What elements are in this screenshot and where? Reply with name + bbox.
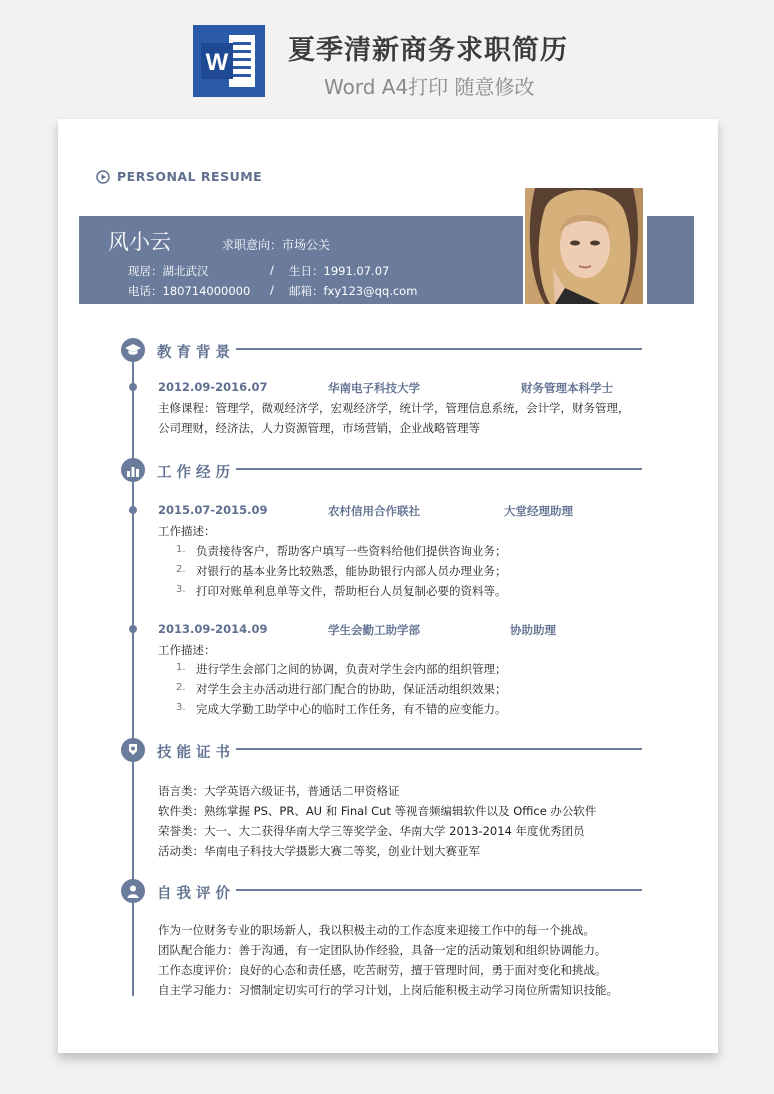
skill-line: 活动类：华南电子科技大学摄影大赛二等奖，创业计划大赛亚军 <box>158 844 480 858</box>
email: 邮箱：fxy123@qq.com <box>289 284 418 298</box>
list-number: 1. <box>176 662 186 673</box>
job-desc-label: 工作描述： <box>158 643 216 657</box>
profile-photo <box>525 188 643 304</box>
resume-page <box>58 119 718 1053</box>
list-item: 完成大学勤工助学中心的临时工作任务，有不错的应变能力。 <box>196 702 507 716</box>
list-number: 1. <box>176 544 186 555</box>
bar-chart-icon <box>121 458 145 482</box>
job-org: 农村信用合作联社 <box>328 504 420 518</box>
portrait-image <box>525 188 643 304</box>
edu-degree: 财务管理本科学士 <box>521 381 613 395</box>
self-eval-line: 团队配合能力：善于沟通，有一定团队协作经验，具备一定的活动策划和组织协调能力。 <box>158 943 607 957</box>
list-item: 进行学生会部门之间的协调，负责对学生会内部的组织管理； <box>196 662 507 676</box>
job-intent: 求职意向：市场公关 <box>222 238 331 252</box>
candidate-name: 风小云 <box>108 230 171 254</box>
edu-date: 2012.09-2016.07 <box>158 380 268 394</box>
list-number: 3. <box>176 584 186 595</box>
section-title-self-evaluation: 自我评价 <box>157 886 235 902</box>
person-icon <box>121 879 145 903</box>
job-desc-label: 工作描述： <box>158 524 216 538</box>
edu-courses-line: 公司理财，经济法，人力资源管理，市场营销，企业战略管理等 <box>158 421 480 435</box>
phone: 电话：180714000000 <box>128 284 251 298</box>
timeline-dot <box>129 383 137 391</box>
info-separator: / <box>270 263 274 277</box>
banner <box>0 0 774 110</box>
job-date: 2013.09-2014.09 <box>158 622 268 636</box>
section-title-work: 工作经历 <box>157 465 235 481</box>
list-item: 对学生会主办活动进行部门配合的协助，保证活动组织效果； <box>196 682 507 696</box>
section-title-education: 教育背景 <box>157 345 235 361</box>
list-number: 3. <box>176 702 186 713</box>
self-eval-line: 作为一位财务专业的职场新人，我以积极主动的工作态度来迎接工作中的每一个挑战。 <box>158 923 595 937</box>
timeline-dot <box>129 625 137 633</box>
certificate-icon <box>121 738 145 762</box>
personal-resume-tag <box>96 169 262 184</box>
info-bar-right <box>647 216 694 304</box>
location: 现居：湖北武汉 <box>128 264 209 278</box>
banner-title: 夏季清新商务求职简历 <box>288 35 568 66</box>
list-item: 对银行的基本业务比较熟悉，能协助银行内部人员办理业务； <box>196 564 507 578</box>
self-eval-line: 工作态度评价：良好的心态和责任感，吃苦耐劳，擅于管理时间，勇于面对变化和挑战。 <box>158 963 607 977</box>
section-line <box>236 348 642 350</box>
word-letter: W <box>205 49 229 76</box>
graduation-cap-icon <box>121 338 145 362</box>
banner-subtitle: Word A4打印 随意修改 <box>324 75 535 99</box>
play-circle-icon <box>96 170 110 184</box>
skill-line: 语言类：大学英语六级证书，普通话二甲资格证 <box>158 784 400 798</box>
personal-resume-label: PERSONAL RESUME <box>117 169 263 184</box>
job-role: 协助助理 <box>510 623 556 637</box>
edu-school: 华南电子科技大学 <box>328 381 420 395</box>
list-item: 打印对账单利息单等文件，帮助柜台人员复制必要的资料等。 <box>196 584 507 598</box>
section-title-skills: 技能证书 <box>157 745 235 761</box>
job-date: 2015.07-2015.09 <box>158 503 268 517</box>
self-eval-line: 自主学习能力：习惯制定切实可行的学习计划，上岗后能积极主动学习岗位所需知识技能。 <box>158 983 618 997</box>
job-role: 大堂经理助理 <box>504 504 573 518</box>
skill-line: 荣誉类：大一、大二获得华南大学三等奖学金、华南大学 2013-2014 年度优秀团员 <box>158 824 585 838</box>
section-line <box>236 748 642 750</box>
timeline-dot <box>129 506 137 514</box>
list-number: 2. <box>176 682 186 693</box>
section-line <box>236 468 642 470</box>
info-separator: / <box>270 283 274 297</box>
list-item: 负责接待客户，帮助客户填写一些资料给他们提供咨询业务； <box>196 544 507 558</box>
word-document-icon <box>193 25 265 97</box>
list-number: 2. <box>176 564 186 575</box>
edu-courses-line: 主修课程：管理学，微观经济学，宏观经济学，统计学，管理信息系统，会计学，财务管理， <box>158 401 630 415</box>
section-line <box>236 889 642 891</box>
job-org: 学生会勤工助学部 <box>328 623 420 637</box>
birthday: 生日：1991.07.07 <box>289 264 390 278</box>
skill-line: 软件类：熟练掌握 PS、PR、AU 和 Final Cut 等视音频编辑软件以及 Office 办公软件 <box>158 804 597 818</box>
